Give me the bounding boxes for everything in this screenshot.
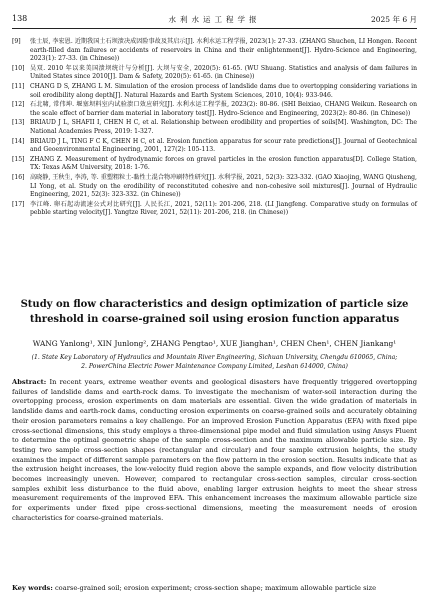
reference-text: 李江峰. 卵石起动流速公式对比研究[J]. 人民长江, 2021, 52(11): 201-206, 218. (LI Jiangfeng. Comparative study on formulas of pebble starting velocity[J]. Yangtze River, 2021, 52(11): 201-206, 218. (in Chinese)) xyxy=(30,200,417,217)
reference-item xyxy=(12,156,417,173)
reference-text: BRIAUD J L, TING F C K, CHEN H C, et al. Erosion function apparatus for scour rate predictions[J]. Journal of Geotechnical and Geoenvironmental Engineering, 2001, 127(2): 105-113. xyxy=(30,137,417,154)
reference-list xyxy=(12,38,417,219)
reference-number: [17] xyxy=(12,200,25,208)
keywords-label: Key words: xyxy=(12,584,53,592)
reference-number: [12] xyxy=(12,101,25,109)
page-header xyxy=(12,14,417,28)
affiliation-line: (1. State Key Laboratory of Hydraulics and Mountain River Engineering, Sichuan University, Chengdu 610065, China; xyxy=(31,354,398,361)
reference-item xyxy=(12,38,417,64)
reference-text: 石北啸, 常伟坤. 堰塞坝料室内试验溃口效应研究[J]. 水利水运工程学报, 2023(2): 80-86. (SHI Beixiao, CHANG Weikun. Research on the scale effect of barrier dam material in laboratory test[J]. Hydro-Science and Engineering, 2023(2): 80-86. (in Chinese)) xyxy=(30,101,417,117)
reference-item xyxy=(12,138,417,155)
header-rule xyxy=(12,28,417,29)
reference-number: [16] xyxy=(12,173,25,181)
paper-title: Study on flow characteristics and design optimization of particle size threshold in coarse-grained soil using erosion function apparatus xyxy=(20,299,409,325)
affiliations xyxy=(12,354,417,371)
abstract-label: Abstract: xyxy=(12,378,47,386)
reference-item xyxy=(12,83,417,100)
reference-item xyxy=(12,174,417,200)
reference-text: 高晓静, 王秋生, 李涛, 等. 重塑粗粒土-黏性土混合物冲刷特性研究[J]. 水利学报, 2021, 52(3): 323-332. (GAO Xiaojing, WANG Qiusheng, LI Yong, et al. Study on the erodibility of reconstituted cohesive and non-cohesive soil mixtures[J]. Journal of Hydraulic Engineering, 2021, 52(3): 323-332. (in Chinese)) xyxy=(30,173,417,199)
reference-text: ZHANG Z. Measurement of hydrodynamic forces on gravel particles in the erosion function apparatus[D]. College Station, TX: Texas A&M University, 2018: 1-76. xyxy=(30,155,417,172)
reference-text: CHANG D S, ZHANG L M. Simulation of the erosion process of landslide dams due to overtopping considering variations in soil erodibility along depth[J]. Natural Hazards and Earth System Sciences, 2010, 10(4): 933-946. xyxy=(30,82,417,99)
affiliation-line: 2. PowerChina Electric Power Maintenance Company Limited, Leshan 614000, China) xyxy=(81,362,348,370)
abstract xyxy=(12,378,417,524)
keywords xyxy=(12,584,417,594)
reference-number: [13] xyxy=(12,119,25,127)
reference-number: [10] xyxy=(12,64,25,72)
reference-item xyxy=(12,119,417,136)
keywords-text: coarse-grained soil; erosion experiment; cross-section shape; maximum allowable particle size xyxy=(54,584,377,592)
reference-item xyxy=(12,201,417,218)
author-list: WANG Yanlong¹, XIN Junlong², ZHANG Pengtao¹, XUE Jianghan¹, CHEN Chen¹, CHEN Jiankang¹ xyxy=(32,339,397,348)
reference-text: BRIAUD J L, SHAFII I, CHEN H C, et al. Relationship between erodibility and properties of soils[M]. Washington, DC: The National Academies Press, 2019: 1-327. xyxy=(30,119,417,135)
reference-text: 张士辰, 李宏恩. 近期我国土石坝溃决成因险事故及其启示[J]. 水利水运工程学报, 2023(1): 27-33. (ZHANG Shuchen, LI Hongen. Recent earth-filled dam failures or accidents of reservoirs in China and their enlightenment[J]. Hydro-Science and Engineering, 2023(1): 27-33. (in Chinese)) xyxy=(30,38,417,63)
reference-number: [9] xyxy=(12,38,21,45)
reference-item xyxy=(12,65,417,82)
journal-name: 水利水运工程学报 xyxy=(168,15,261,24)
reference-number: [11] xyxy=(12,82,25,90)
issue-date: 2025 年 6 月 xyxy=(370,15,417,24)
reference-text: 吴双. 2010 年以来美国溃坝统计与分析[J]. 大坝与安全, 2020(5): 61-65. (WU Shuang. Statistics and analysis of dam failures in United States since 2010[J]. Dam & Safety, 2020(5): 61-65. (in Chinese)) xyxy=(30,64,417,81)
reference-item xyxy=(12,101,417,118)
reference-number: [15] xyxy=(12,155,25,163)
page-number: 138 xyxy=(12,14,28,23)
reference-number: [14] xyxy=(12,137,25,145)
abstract-text: In recent years, extreme weather events and geological disasters have frequently triggered overtopping failures of landslide dams and earth-rock dams. To investigate the mechanism of water-soil interaction during the overtopping process, erosion experiments on dam materials are essential. Given the wide gradation of materials in landslide dams and earth-rock dams, conducting erosion experiments on coarse-grained soils and accurately obtaining their erosion parameters remains a key challenge. For an improved Erosion Function Apparatus (EFA) with fixed pipe cross-sectional dimensions, this study employs a three-dimensional pipe model and fluid simulation using Ansys Fluent to determine the optimal geometric shape of the sample cross-section and the maximum allowable particle size. By testing two sample cross-section shapes (rectangular and circular) and four sample extrusion heights, the study examines the impact of different sample parameters on the flow pattern in the erosion section. Results indicate that as the extrusion height increases, the low-velocity fluid region above the sample expands, and flow velocity distribution becomes increasingly uneven. However, compared to rectangular cross-section samples, circular cross-section samples exhibit less disturbance to the fluid above, enabling larger extrusion heights to meet the shear stress measurement requirements of the improved EFA. This enhancement increases the maximum allowable particle size for experiments under fixed pipe cross-sectional dimensions, meeting the measurement needs of erosion characteristics for coarse-grained materials. xyxy=(12,378,417,522)
